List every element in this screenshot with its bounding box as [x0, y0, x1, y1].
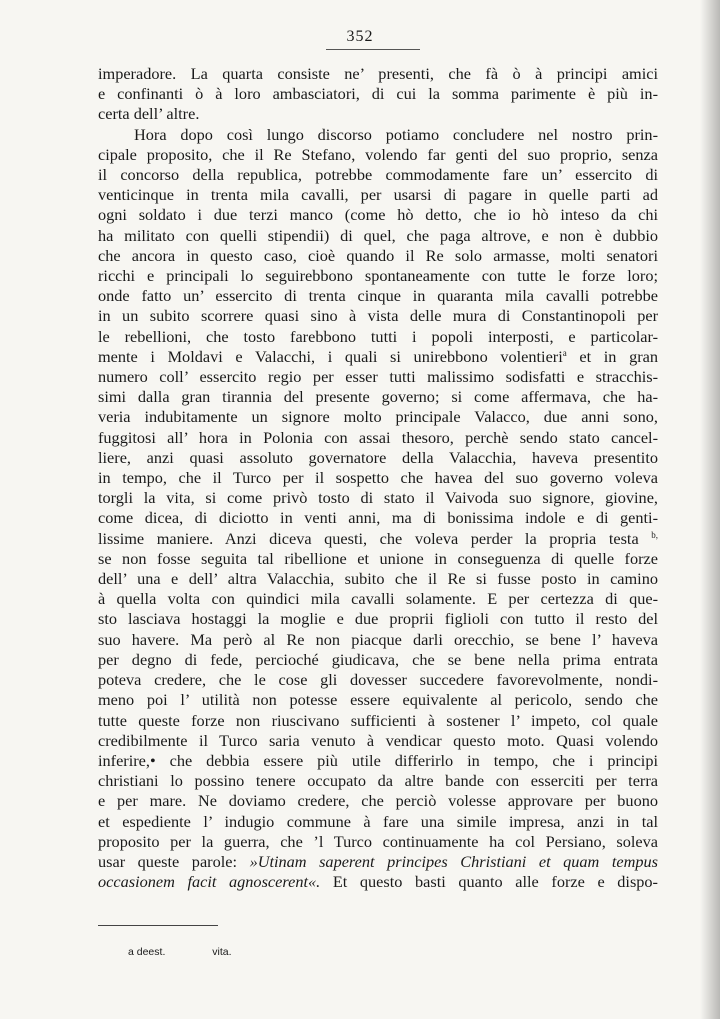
- text-line: e confinanti ò à loro ambasciatori, di cui la somma parimente è più in-: [98, 84, 658, 104]
- footnote-marker-b: b,: [651, 529, 658, 540]
- text-line: come dicea, di diciotto in venti anni, ma di bonissima indole e di genti-: [98, 508, 658, 528]
- text-line: per degno di fede, percioché giudicava, che se bene nella prima entrata: [98, 649, 658, 669]
- text-line: simi dalla gran tirannia del presente governo; si come affermava, che ha-: [98, 387, 658, 407]
- text-line: dell’ una e dell’ altra Valacchia, subito che il Re si fusse posto in camino: [98, 569, 658, 589]
- text-line: certa dell’ altre.: [98, 104, 200, 124]
- page-number: 352: [346, 28, 374, 45]
- text-line: credibilmente il Turco saria venuto à vendicar questo moto. Quasi volendo: [98, 730, 658, 750]
- footnote-marker-a: a: [562, 347, 567, 358]
- text-line: sto lasciava hostaggi la moglie e due proprii figlioli con tutto il resto del: [98, 609, 658, 629]
- text-segment: mente i Moldavi e Valacchi, i quali si unirebbono volentieri: [98, 346, 563, 366]
- latin-quote-part2: occasionem facit agnoscerent«.: [98, 872, 321, 892]
- text-line: christiani lo possino tenere occupato da altre bande con esserciti per terra: [98, 771, 658, 791]
- text-line-with-footnote-a: [98, 347, 658, 367]
- text-line: Hora dopo così lungo discorso potiamo concludere nel nostro prin-: [134, 124, 658, 144]
- text-line: à quella volta con quindici mila cavalli solamente. E per certezza di que-: [98, 589, 658, 609]
- text-line: in un subito scorrere quasi sino à vista delle mura di Constantinopoli per: [98, 306, 658, 326]
- text-line: che ancora in questo caso, cioè quando il Re solo armasse, molti senatori: [98, 245, 658, 265]
- page-edge-shadow: [700, 0, 720, 1019]
- text-line: meno poi l’ utilità non potesse essere equivalente al pericolo, sendo che: [98, 690, 658, 710]
- text-line: ricchi e principali lo seguirebbono spontaneamente con tutte le forze loro;: [98, 266, 658, 286]
- text-segment: usar queste parole:: [98, 851, 238, 871]
- latin-quote-part1: »Utinam saperent principes Christiani et quam tempus: [249, 851, 658, 871]
- body-text: [98, 64, 658, 892]
- text-line: numero coll’ essercito regio per esser tutti malissimo sodisfatti e stracchis-: [98, 367, 658, 387]
- text-line: proposito per la guerra, che ’l Turco continuamente ha col Persiano, soleva: [98, 831, 658, 851]
- text-line: tutte queste forze non riuscivano sufficienti à sostener l’ impeto, col quale: [98, 710, 658, 730]
- text-line: il concorso della republica, potrebbe commodamente fare un’ essercito di: [98, 165, 658, 185]
- text-line-with-footnote-b: [98, 529, 658, 549]
- text-segment: Et questo basti quanto alle forze e dispo-: [332, 872, 658, 892]
- text-line: torgli la vita, si come privò tosto di stato il Vaivoda suo signore, giovine,: [98, 488, 658, 508]
- text-segment: lissime maniere. Anzi diceva questi, che voleva perder la propria testa: [98, 528, 639, 548]
- text-line: venticinque in trenta mila cavalli, per usarsi di pagare in quelle parti ad: [98, 185, 658, 205]
- text-line: ogni soldato i due terzi manco (come hò detto, che io hò inteso da chi: [98, 205, 658, 225]
- text-line-with-quote: [98, 872, 658, 892]
- text-line: et espediente l’ indugio commune à fare una simile impresa, anzi in tal: [98, 811, 658, 831]
- footnotes: [128, 946, 232, 958]
- text-line: se non fosse seguita tal ribellione et unione in conseguenza di quelle forze: [98, 548, 658, 568]
- text-line: ha militato con quelli stipendii) di quel, che paga altrove, e non è dubbio: [98, 225, 658, 245]
- text-line: e per mare. Ne doviamo credere, che perciò volesse approvare per buono: [98, 791, 658, 811]
- text-line: veria indubitamente un signore molto principale Valacco, due anni sono,: [98, 407, 658, 427]
- text-line-with-quote: [98, 852, 658, 872]
- text-line: cipale proposito, che il Re Stefano, volendo far genti del suo proprio, senza: [98, 144, 658, 164]
- text-line: le rebellioni, che tosto farebbono tutti i popoli interposti, e particolar-: [98, 326, 658, 346]
- footnote-a: a deest.: [128, 946, 166, 958]
- text-segment: et in gran: [579, 346, 659, 366]
- footnote-b: vita.: [212, 946, 232, 958]
- text-line: suo havere. Ma però al Re non piacque darli orecchio, se bene l’ haveva: [98, 629, 658, 649]
- text-line: inferire,• che debbia essere più utile differirlo in tempo, che i principi: [98, 750, 658, 770]
- text-line: poteva credere, che le cose gli dovesser succedere favorevolmente, nondi-: [98, 670, 658, 690]
- footnote-rule: [98, 925, 218, 926]
- text-line: imperadore. La quarta consiste ne’ presenti, che fà ò à principi amici: [98, 64, 658, 83]
- text-line: onde fatto un’ essercito di trenta cinque in quaranta mila cavalli potrebbe: [98, 286, 658, 306]
- text-line: in tempo, che il Turco per il sospetto che havea del suo governo voleva: [98, 468, 658, 488]
- page-number-rule: [326, 49, 420, 50]
- text-line: fuggitosi all’ hora in Polonia con assai thesoro, perchè sendo stato cancel-: [98, 427, 658, 447]
- text-line: liere, anzi quasi assoluto governatore della Valacchia, haveva presentito: [98, 447, 658, 467]
